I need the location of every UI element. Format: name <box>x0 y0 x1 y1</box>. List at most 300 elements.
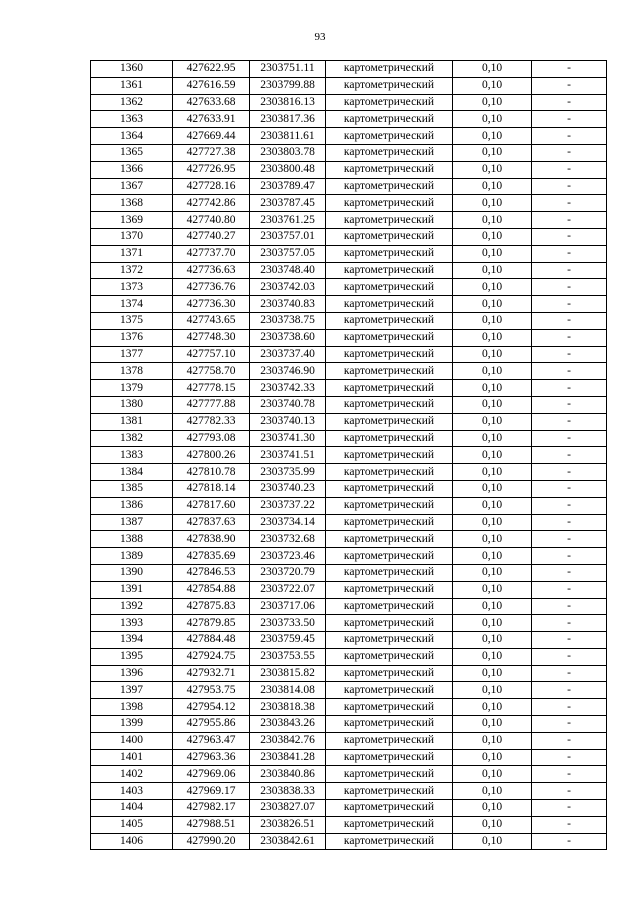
table-row <box>91 783 607 800</box>
note-cell: - <box>532 783 607 800</box>
table-row <box>91 716 607 733</box>
note-cell: - <box>532 480 607 497</box>
coordinates-table-body <box>91 61 607 850</box>
y-coordinate-cell: 2303746.90 <box>250 363 326 380</box>
table-row <box>91 94 607 111</box>
table-row <box>91 262 607 279</box>
table-row <box>91 665 607 682</box>
y-coordinate-cell: 2303799.88 <box>250 77 326 94</box>
method-cell: картометрический <box>326 648 453 665</box>
accuracy-cell: 0,10 <box>453 783 532 800</box>
table-row <box>91 833 607 850</box>
point-number-cell: 1398 <box>91 699 173 716</box>
y-coordinate-cell: 2303720.79 <box>250 564 326 581</box>
note-cell: - <box>532 682 607 699</box>
y-coordinate-cell: 2303738.60 <box>250 329 326 346</box>
method-cell: картометрический <box>326 228 453 245</box>
y-coordinate-cell: 2303815.82 <box>250 665 326 682</box>
point-number-cell: 1363 <box>91 111 173 128</box>
note-cell: - <box>532 632 607 649</box>
y-coordinate-cell: 2303787.45 <box>250 195 326 212</box>
method-cell: картометрический <box>326 94 453 111</box>
note-cell: - <box>532 413 607 430</box>
accuracy-cell: 0,10 <box>453 598 532 615</box>
x-coordinate-cell: 427954.12 <box>173 699 250 716</box>
accuracy-cell: 0,10 <box>453 212 532 229</box>
table-row <box>91 178 607 195</box>
note-cell: - <box>532 816 607 833</box>
point-number-cell: 1401 <box>91 749 173 766</box>
x-coordinate-cell: 427748.30 <box>173 329 250 346</box>
y-coordinate-cell: 2303734.14 <box>250 514 326 531</box>
method-cell: картометрический <box>326 833 453 850</box>
table-row <box>91 144 607 161</box>
table-row <box>91 296 607 313</box>
accuracy-cell: 0,10 <box>453 245 532 262</box>
accuracy-cell: 0,10 <box>453 144 532 161</box>
method-cell: картометрический <box>326 480 453 497</box>
accuracy-cell: 0,10 <box>453 178 532 195</box>
point-number-cell: 1390 <box>91 564 173 581</box>
y-coordinate-cell: 2303740.78 <box>250 396 326 413</box>
method-cell: картометрический <box>326 279 453 296</box>
note-cell: - <box>532 312 607 329</box>
x-coordinate-cell: 427728.16 <box>173 178 250 195</box>
y-coordinate-cell: 2303733.50 <box>250 615 326 632</box>
method-cell: картометрический <box>326 346 453 363</box>
table-row <box>91 195 607 212</box>
point-number-cell: 1371 <box>91 245 173 262</box>
y-coordinate-cell: 2303843.26 <box>250 716 326 733</box>
method-cell: картометрический <box>326 396 453 413</box>
point-number-cell: 1403 <box>91 783 173 800</box>
table-row <box>91 464 607 481</box>
table-row <box>91 380 607 397</box>
note-cell: - <box>532 749 607 766</box>
point-number-cell: 1395 <box>91 648 173 665</box>
method-cell: картометрический <box>326 178 453 195</box>
point-number-cell: 1399 <box>91 716 173 733</box>
method-cell: картометрический <box>326 329 453 346</box>
note-cell: - <box>532 615 607 632</box>
point-number-cell: 1389 <box>91 548 173 565</box>
point-number-cell: 1400 <box>91 732 173 749</box>
point-number-cell: 1372 <box>91 262 173 279</box>
y-coordinate-cell: 2303723.46 <box>250 548 326 565</box>
y-coordinate-cell: 2303827.07 <box>250 800 326 817</box>
note-cell: - <box>532 699 607 716</box>
y-coordinate-cell: 2303803.78 <box>250 144 326 161</box>
x-coordinate-cell: 427740.27 <box>173 228 250 245</box>
table-row <box>91 564 607 581</box>
y-coordinate-cell: 2303826.51 <box>250 816 326 833</box>
point-number-cell: 1379 <box>91 380 173 397</box>
point-number-cell: 1386 <box>91 497 173 514</box>
method-cell: картометрический <box>326 430 453 447</box>
note-cell: - <box>532 648 607 665</box>
x-coordinate-cell: 427740.80 <box>173 212 250 229</box>
point-number-cell: 1383 <box>91 447 173 464</box>
method-cell: картометрический <box>326 716 453 733</box>
method-cell: картометрический <box>326 363 453 380</box>
accuracy-cell: 0,10 <box>453 195 532 212</box>
table-row <box>91 497 607 514</box>
y-coordinate-cell: 2303789.47 <box>250 178 326 195</box>
table-row <box>91 329 607 346</box>
note-cell: - <box>532 716 607 733</box>
point-number-cell: 1396 <box>91 665 173 682</box>
note-cell: - <box>532 144 607 161</box>
y-coordinate-cell: 2303811.61 <box>250 128 326 145</box>
point-number-cell: 1384 <box>91 464 173 481</box>
point-number-cell: 1376 <box>91 329 173 346</box>
table-row <box>91 346 607 363</box>
method-cell: картометрический <box>326 783 453 800</box>
accuracy-cell: 0,10 <box>453 464 532 481</box>
note-cell: - <box>532 228 607 245</box>
accuracy-cell: 0,10 <box>453 380 532 397</box>
x-coordinate-cell: 427742.86 <box>173 195 250 212</box>
accuracy-cell: 0,10 <box>453 161 532 178</box>
accuracy-cell: 0,10 <box>453 228 532 245</box>
method-cell: картометрический <box>326 447 453 464</box>
table-row <box>91 531 607 548</box>
table-row <box>91 77 607 94</box>
table-row <box>91 279 607 296</box>
method-cell: картометрический <box>326 548 453 565</box>
accuracy-cell: 0,10 <box>453 665 532 682</box>
y-coordinate-cell: 2303842.76 <box>250 732 326 749</box>
note-cell: - <box>532 77 607 94</box>
note-cell: - <box>532 447 607 464</box>
point-number-cell: 1367 <box>91 178 173 195</box>
x-coordinate-cell: 427633.91 <box>173 111 250 128</box>
y-coordinate-cell: 2303740.13 <box>250 413 326 430</box>
y-coordinate-cell: 2303761.25 <box>250 212 326 229</box>
x-coordinate-cell: 427838.90 <box>173 531 250 548</box>
note-cell: - <box>532 94 607 111</box>
x-coordinate-cell: 427817.60 <box>173 497 250 514</box>
point-number-cell: 1393 <box>91 615 173 632</box>
point-number-cell: 1373 <box>91 279 173 296</box>
note-cell: - <box>532 380 607 397</box>
note-cell: - <box>532 346 607 363</box>
table-row <box>91 245 607 262</box>
y-coordinate-cell: 2303732.68 <box>250 531 326 548</box>
table-row <box>91 648 607 665</box>
x-coordinate-cell: 427743.65 <box>173 312 250 329</box>
y-coordinate-cell: 2303818.38 <box>250 699 326 716</box>
accuracy-cell: 0,10 <box>453 833 532 850</box>
point-number-cell: 1375 <box>91 312 173 329</box>
note-cell: - <box>532 833 607 850</box>
accuracy-cell: 0,10 <box>453 94 532 111</box>
accuracy-cell: 0,10 <box>453 296 532 313</box>
x-coordinate-cell: 427835.69 <box>173 548 250 565</box>
method-cell: картометрический <box>326 598 453 615</box>
x-coordinate-cell: 427758.70 <box>173 363 250 380</box>
accuracy-cell: 0,10 <box>453 581 532 598</box>
x-coordinate-cell: 427969.17 <box>173 783 250 800</box>
point-number-cell: 1382 <box>91 430 173 447</box>
note-cell: - <box>532 514 607 531</box>
x-coordinate-cell: 427988.51 <box>173 816 250 833</box>
point-number-cell: 1369 <box>91 212 173 229</box>
accuracy-cell: 0,10 <box>453 396 532 413</box>
y-coordinate-cell: 2303817.36 <box>250 111 326 128</box>
point-number-cell: 1381 <box>91 413 173 430</box>
accuracy-cell: 0,10 <box>453 766 532 783</box>
y-coordinate-cell: 2303800.48 <box>250 161 326 178</box>
y-coordinate-cell: 2303722.07 <box>250 581 326 598</box>
note-cell: - <box>532 732 607 749</box>
accuracy-cell: 0,10 <box>453 531 532 548</box>
accuracy-cell: 0,10 <box>453 648 532 665</box>
y-coordinate-cell: 2303753.55 <box>250 648 326 665</box>
point-number-cell: 1392 <box>91 598 173 615</box>
y-coordinate-cell: 2303842.61 <box>250 833 326 850</box>
table-row <box>91 682 607 699</box>
accuracy-cell: 0,10 <box>453 564 532 581</box>
point-number-cell: 1385 <box>91 480 173 497</box>
point-number-cell: 1387 <box>91 514 173 531</box>
note-cell: - <box>532 161 607 178</box>
method-cell: картометрический <box>326 749 453 766</box>
table-row <box>91 480 607 497</box>
x-coordinate-cell: 427782.33 <box>173 413 250 430</box>
x-coordinate-cell: 427778.15 <box>173 380 250 397</box>
note-cell: - <box>532 464 607 481</box>
point-number-cell: 1368 <box>91 195 173 212</box>
table-row <box>91 396 607 413</box>
accuracy-cell: 0,10 <box>453 632 532 649</box>
accuracy-cell: 0,10 <box>453 61 532 78</box>
table-row <box>91 363 607 380</box>
point-number-cell: 1361 <box>91 77 173 94</box>
method-cell: картометрический <box>326 581 453 598</box>
point-number-cell: 1370 <box>91 228 173 245</box>
page-number: 93 <box>314 31 326 43</box>
x-coordinate-cell: 427669.44 <box>173 128 250 145</box>
accuracy-cell: 0,10 <box>453 816 532 833</box>
point-number-cell: 1391 <box>91 581 173 598</box>
note-cell: - <box>532 61 607 78</box>
table-row <box>91 615 607 632</box>
x-coordinate-cell: 427924.75 <box>173 648 250 665</box>
x-coordinate-cell: 427932.71 <box>173 665 250 682</box>
y-coordinate-cell: 2303751.11 <box>250 61 326 78</box>
x-coordinate-cell: 427846.53 <box>173 564 250 581</box>
note-cell: - <box>532 245 607 262</box>
y-coordinate-cell: 2303757.05 <box>250 245 326 262</box>
accuracy-cell: 0,10 <box>453 514 532 531</box>
y-coordinate-cell: 2303841.28 <box>250 749 326 766</box>
note-cell: - <box>532 800 607 817</box>
method-cell: картометрический <box>326 111 453 128</box>
x-coordinate-cell: 427726.95 <box>173 161 250 178</box>
method-cell: картометрический <box>326 464 453 481</box>
y-coordinate-cell: 2303759.45 <box>250 632 326 649</box>
note-cell: - <box>532 128 607 145</box>
x-coordinate-cell: 427854.88 <box>173 581 250 598</box>
x-coordinate-cell: 427737.70 <box>173 245 250 262</box>
accuracy-cell: 0,10 <box>453 312 532 329</box>
point-number-cell: 1377 <box>91 346 173 363</box>
method-cell: картометрический <box>326 800 453 817</box>
method-cell: картометрический <box>326 665 453 682</box>
point-number-cell: 1404 <box>91 800 173 817</box>
method-cell: картометрический <box>326 531 453 548</box>
x-coordinate-cell: 427622.95 <box>173 61 250 78</box>
accuracy-cell: 0,10 <box>453 732 532 749</box>
y-coordinate-cell: 2303741.30 <box>250 430 326 447</box>
method-cell: картометрический <box>326 195 453 212</box>
method-cell: картометрический <box>326 380 453 397</box>
y-coordinate-cell: 2303737.40 <box>250 346 326 363</box>
method-cell: картометрический <box>326 497 453 514</box>
accuracy-cell: 0,10 <box>453 329 532 346</box>
point-number-cell: 1360 <box>91 61 173 78</box>
method-cell: картометрический <box>326 564 453 581</box>
table-row <box>91 514 607 531</box>
accuracy-cell: 0,10 <box>453 111 532 128</box>
method-cell: картометрический <box>326 632 453 649</box>
x-coordinate-cell: 427793.08 <box>173 430 250 447</box>
x-coordinate-cell: 427963.36 <box>173 749 250 766</box>
y-coordinate-cell: 2303816.13 <box>250 94 326 111</box>
method-cell: картометрический <box>326 699 453 716</box>
x-coordinate-cell: 427800.26 <box>173 447 250 464</box>
x-coordinate-cell: 427982.17 <box>173 800 250 817</box>
method-cell: картометрический <box>326 615 453 632</box>
note-cell: - <box>532 598 607 615</box>
x-coordinate-cell: 427969.06 <box>173 766 250 783</box>
x-coordinate-cell: 427736.76 <box>173 279 250 296</box>
table-row <box>91 800 607 817</box>
y-coordinate-cell: 2303740.83 <box>250 296 326 313</box>
note-cell: - <box>532 111 607 128</box>
accuracy-cell: 0,10 <box>453 699 532 716</box>
x-coordinate-cell: 427879.85 <box>173 615 250 632</box>
note-cell: - <box>532 279 607 296</box>
y-coordinate-cell: 2303838.33 <box>250 783 326 800</box>
accuracy-cell: 0,10 <box>453 800 532 817</box>
accuracy-cell: 0,10 <box>453 346 532 363</box>
table-row <box>91 312 607 329</box>
table-row <box>91 699 607 716</box>
accuracy-cell: 0,10 <box>453 413 532 430</box>
x-coordinate-cell: 427884.48 <box>173 632 250 649</box>
accuracy-cell: 0,10 <box>453 497 532 514</box>
note-cell: - <box>532 531 607 548</box>
point-number-cell: 1388 <box>91 531 173 548</box>
method-cell: картометрический <box>326 61 453 78</box>
y-coordinate-cell: 2303737.22 <box>250 497 326 514</box>
table-row <box>91 732 607 749</box>
method-cell: картометрический <box>326 766 453 783</box>
accuracy-cell: 0,10 <box>453 430 532 447</box>
note-cell: - <box>532 195 607 212</box>
note-cell: - <box>532 581 607 598</box>
table-row <box>91 749 607 766</box>
note-cell: - <box>532 296 607 313</box>
note-cell: - <box>532 430 607 447</box>
method-cell: картометрический <box>326 77 453 94</box>
point-number-cell: 1394 <box>91 632 173 649</box>
point-number-cell: 1364 <box>91 128 173 145</box>
table-row <box>91 228 607 245</box>
note-cell: - <box>532 396 607 413</box>
x-coordinate-cell: 427757.10 <box>173 346 250 363</box>
table-row <box>91 212 607 229</box>
method-cell: картометрический <box>326 212 453 229</box>
table-row <box>91 632 607 649</box>
y-coordinate-cell: 2303717.06 <box>250 598 326 615</box>
accuracy-cell: 0,10 <box>453 716 532 733</box>
method-cell: картометрический <box>326 245 453 262</box>
method-cell: картометрический <box>326 413 453 430</box>
y-coordinate-cell: 2303742.33 <box>250 380 326 397</box>
table-row <box>91 447 607 464</box>
table-row <box>91 413 607 430</box>
y-coordinate-cell: 2303738.75 <box>250 312 326 329</box>
method-cell: картометрический <box>326 682 453 699</box>
y-coordinate-cell: 2303748.40 <box>250 262 326 279</box>
method-cell: картометрический <box>326 732 453 749</box>
accuracy-cell: 0,10 <box>453 262 532 279</box>
note-cell: - <box>532 548 607 565</box>
y-coordinate-cell: 2303735.99 <box>250 464 326 481</box>
point-number-cell: 1406 <box>91 833 173 850</box>
table-row <box>91 128 607 145</box>
method-cell: картометрический <box>326 262 453 279</box>
y-coordinate-cell: 2303741.51 <box>250 447 326 464</box>
method-cell: картометрический <box>326 816 453 833</box>
x-coordinate-cell: 427955.86 <box>173 716 250 733</box>
note-cell: - <box>532 665 607 682</box>
table-row <box>91 598 607 615</box>
accuracy-cell: 0,10 <box>453 77 532 94</box>
accuracy-cell: 0,10 <box>453 363 532 380</box>
x-coordinate-cell: 427616.59 <box>173 77 250 94</box>
accuracy-cell: 0,10 <box>453 279 532 296</box>
coordinates-table <box>90 60 607 850</box>
method-cell: картометрический <box>326 312 453 329</box>
method-cell: картометрический <box>326 128 453 145</box>
x-coordinate-cell: 427727.38 <box>173 144 250 161</box>
x-coordinate-cell: 427736.30 <box>173 296 250 313</box>
method-cell: картометрический <box>326 514 453 531</box>
note-cell: - <box>532 329 607 346</box>
accuracy-cell: 0,10 <box>453 480 532 497</box>
y-coordinate-cell: 2303742.03 <box>250 279 326 296</box>
table-row <box>91 111 607 128</box>
x-coordinate-cell: 427875.83 <box>173 598 250 615</box>
y-coordinate-cell: 2303740.23 <box>250 480 326 497</box>
x-coordinate-cell: 427633.68 <box>173 94 250 111</box>
accuracy-cell: 0,10 <box>453 749 532 766</box>
accuracy-cell: 0,10 <box>453 447 532 464</box>
note-cell: - <box>532 564 607 581</box>
point-number-cell: 1397 <box>91 682 173 699</box>
table-row <box>91 816 607 833</box>
note-cell: - <box>532 178 607 195</box>
note-cell: - <box>532 262 607 279</box>
x-coordinate-cell: 427777.88 <box>173 396 250 413</box>
x-coordinate-cell: 427953.75 <box>173 682 250 699</box>
y-coordinate-cell: 2303757.01 <box>250 228 326 245</box>
y-coordinate-cell: 2303814.08 <box>250 682 326 699</box>
